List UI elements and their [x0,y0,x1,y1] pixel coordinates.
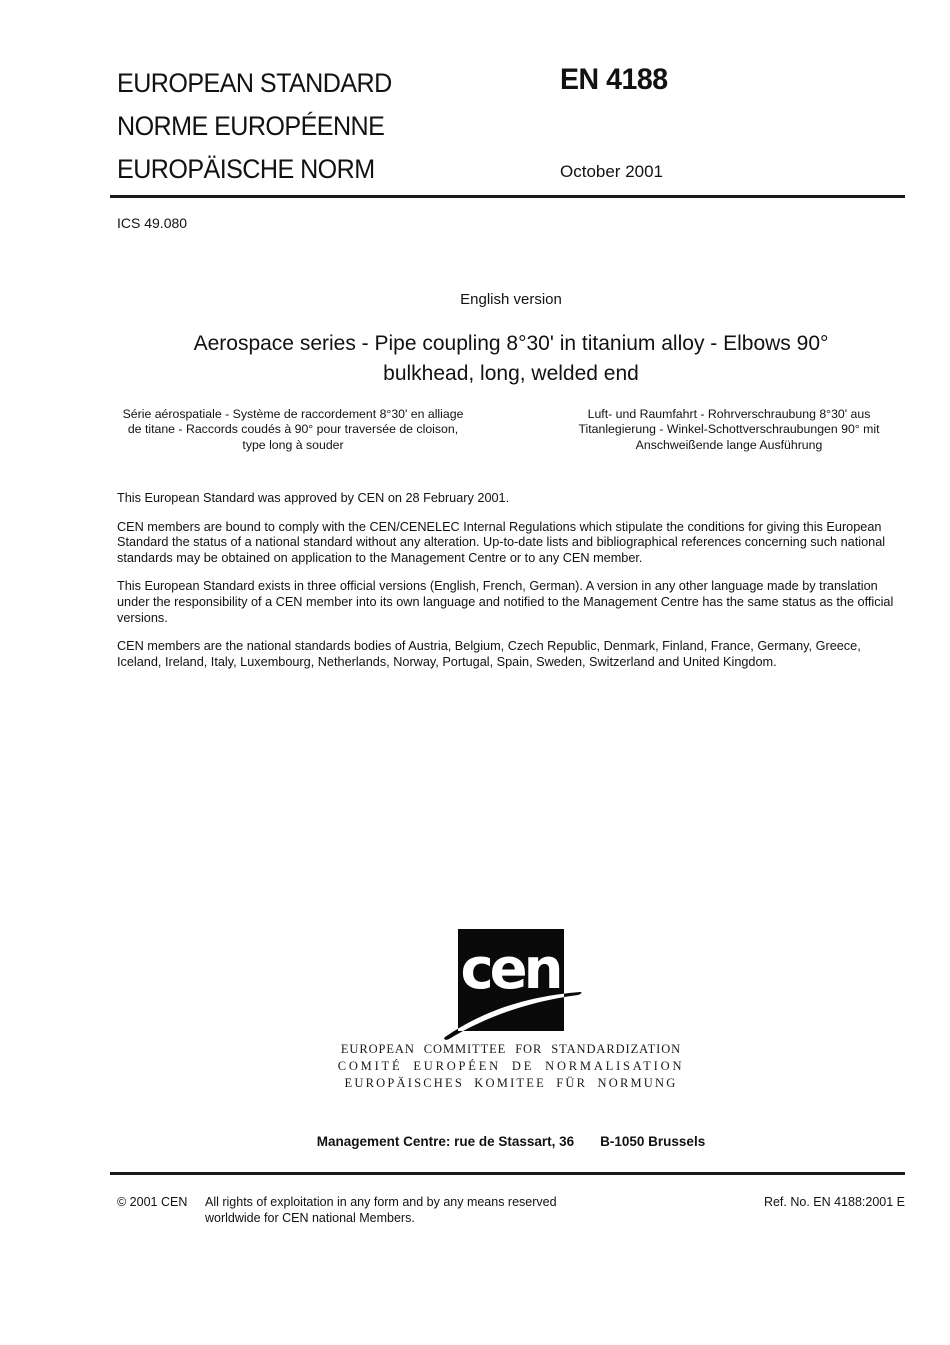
committee-names [117,1041,905,1092]
rights-statement: All rights of exploitation in any form and by any means reserved worldwide for CEN national Members. [205,1195,557,1225]
paragraph-approval: This European Standard was approved by CEN on 28 February 2001. [117,491,510,505]
cen-logo-block [117,914,905,1092]
masthead-right [560,62,905,182]
management-centre-line [117,1134,905,1150]
paragraph-versions: This European Standard exists in three official versions (English, French, German). A version in any other language made by translation under the responsibility of a CEN member into its own language and notified to the Management Centre has the same status as the official versions. [117,579,894,625]
footer [117,1195,905,1226]
copyright-notice: © 2001 CEN [117,1195,188,1210]
standard-title-fr: NORME EUROPÉENNE [117,111,385,141]
title-french: Série aérospatiale - Système de raccordement 8°30' en alliage de titane - Raccords coudés à 90° pour traversée de cloison, type long à souder [122,406,464,452]
standard-title-en: EUROPEAN STANDARD [117,68,392,98]
management-centre-city: B-1050 Brussels [600,1134,706,1150]
title-translations [117,407,905,454]
paragraph-regulations: CEN members are bound to comply with the CEN/CENELEC Internal Regulations which stipulate the conditions for giving this European Standard the status of a national standard without any alteration. Up-to-date lists and bibliographical references concerning such national standards may be obtained on application to the Management Centre or to any CEN member. [117,519,886,565]
management-centre-address: Management Centre: rue de Stassart, 36 [316,1134,575,1150]
committee-line-de: EUROPÄISCHES KOMITEE FÜR NORMUNG [344,1076,678,1091]
cen-logo-icon [431,914,591,1044]
standard-number: EN 4188 [560,63,668,96]
logo-acronym: cen [460,937,560,1003]
publication-date: October 2001 [560,162,664,181]
paragraph-members: CEN members are the national standards bodies of Austria, Belgium, Czech Republic, Denmark, Finland, France, Germany, Greece, Iceland, Ireland, Italy, Luxembourg, Netherlands, Norway, Portugal, Spain, Sweden, Switzerland and United Kingdom. [117,639,861,669]
committee-line-fr: COMITÉ EUROPÉEN DE NORMALISATION [337,1059,685,1074]
standard-title-de: EUROPÄISCHE NORM [117,154,375,184]
version-label: English version [460,290,562,308]
reference-number: Ref. No. EN 4188:2001 E [763,1195,905,1210]
body-paragraphs [117,491,905,670]
committee-line-en: EUROPEAN COMMITTEE FOR STANDARDIZATION [340,1042,682,1057]
header-rule [110,195,905,198]
document-title: Aerospace series - Pipe coupling 8°30' in titanium alloy - Elbows 90° bulkhead, long, welded end [193,331,829,385]
footer-rule [110,1172,905,1175]
ics-code: ICS 49.080 [117,214,188,231]
masthead [117,0,905,194]
title-german: Luft- und Raumfahrt - Rohrverschraubung 8°30' aus Titanlegierung - Winkel-Schottverschraubungen 90° mit Anschweißende lange Ausführung [578,406,880,452]
